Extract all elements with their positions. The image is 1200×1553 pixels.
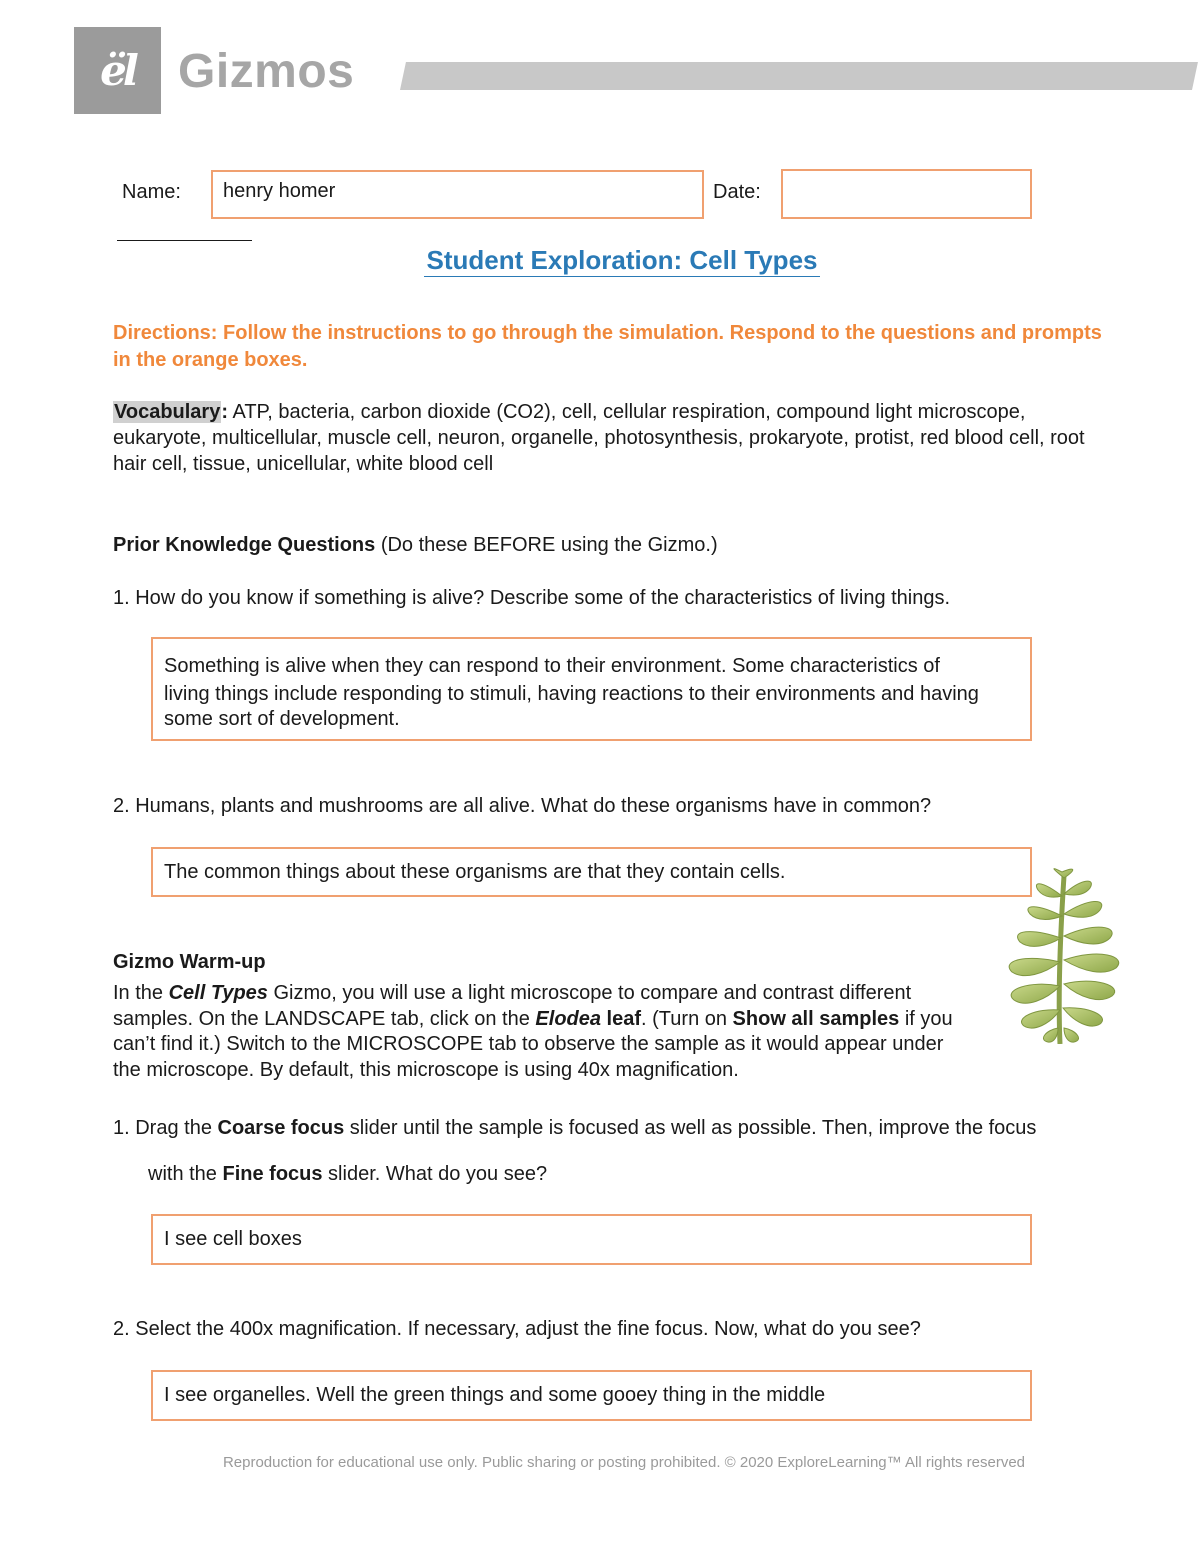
signature-line <box>117 240 252 241</box>
answer-prior-1-line2: living things include responding to stimuli, having reactions to their environments and having some sort of development. <box>164 683 979 730</box>
warmup-q1-text-3: with the <box>148 1163 223 1185</box>
warmup-q1-coarse: Coarse focus <box>217 1117 345 1139</box>
warmup-show-all: Show all samples <box>732 1007 900 1030</box>
answer-box-warmup-2[interactable] <box>151 1370 1032 1421</box>
vocabulary-terms: ATP, bacteria, carbon dioxide (CO2), cell, cellular respiration, compound light microscope, eukaryote, multicellular, muscle cell, neuron, organelle, photosynthesis, prokaryote, protist, red blood cell, root hair cell, tissue, unicellular, white blood cell <box>113 401 1085 475</box>
date-field[interactable] <box>781 169 1032 219</box>
warmup-text-1: In the <box>113 982 169 1004</box>
warmup-heading: Gizmo Warm-up <box>113 951 266 973</box>
prior-knowledge-title: Prior Knowledge Questions <box>113 534 376 556</box>
answer-warmup-2: I see organelles. Well the green things and some gooey thing in the middle <box>164 1384 826 1406</box>
warmup-leaf: leaf <box>601 1007 642 1030</box>
warmup-q1-fine: Fine focus <box>222 1163 323 1185</box>
warmup-q1-text-4: slider. What do you see? <box>322 1163 548 1185</box>
warmup-text-4: if you can’t find it.) Switch to the MICROSCOPE tab to observe the sample as it would appear under the microscope. By default, this microscope is using 40x magnification. <box>113 1007 953 1081</box>
warmup-text-3: . (Turn on <box>641 1007 733 1030</box>
answer-warmup-1: I see cell boxes <box>164 1228 302 1250</box>
date-label: Date: <box>713 181 761 203</box>
title-underline <box>424 276 820 277</box>
question-warmup-1 <box>113 1115 1123 1141</box>
warmup-q1-text-2: slider until the sample is focused as well as possible. Then, improve the focus <box>344 1117 1037 1139</box>
answer-box-prior-1[interactable] <box>151 637 1032 741</box>
answer-box-warmup-1[interactable] <box>151 1214 1032 1265</box>
answer-box-prior-2[interactable] <box>151 847 1032 897</box>
warmup-text-2: Gizmo, you will use a light microscope to compare and contrast different samples. On the LANDSCAPE tab, click on the <box>113 982 912 1030</box>
name-label: Name: <box>122 181 181 203</box>
question-warmup-1-line2 <box>148 1161 547 1187</box>
question-prior-1: 1. How do you know if something is alive? Describe some of the characteristics of living things. <box>113 587 951 609</box>
warmup-cell-types: Cell Types <box>168 982 268 1004</box>
header-bar <box>400 62 1198 90</box>
prior-knowledge-heading <box>113 532 718 558</box>
answer-prior-2: The common things about these organisms are that they contain cells. <box>164 861 786 883</box>
answer-prior-1-line1: Something is alive when they can respond to their environment. Some characteristics of <box>164 655 940 677</box>
elodea-plant-illustration <box>992 868 1128 1044</box>
vocabulary-label: Vocabulary <box>114 401 221 423</box>
warmup-elodea: Elodea <box>535 1007 601 1030</box>
warmup-q1-text-1: 1. Drag the <box>113 1117 218 1139</box>
vocabulary-colon: : <box>221 401 229 423</box>
gizmos-logo <box>74 27 161 114</box>
logo-mark: ël <box>100 46 135 95</box>
question-prior-2: 2. Humans, plants and mushrooms are all alive. What do these organisms have in common? <box>113 795 932 817</box>
footer-copyright: Reproduction for educational use only. Public sharing or posting prohibited. © 2020 ExploreLearning™ All rights reserved <box>222 1454 1026 1471</box>
warmup-paragraph <box>113 981 968 1083</box>
question-warmup-2: 2. Select the 400x magnification. If necessary, adjust the fine focus. Now, what do you see? <box>113 1318 921 1340</box>
page-title: Student Exploration: Cell Types <box>426 245 818 275</box>
name-field[interactable]: henry homer <box>211 170 704 219</box>
prior-knowledge-note: (Do these BEFORE using the Gizmo.) <box>375 534 718 556</box>
vocabulary <box>113 399 1123 477</box>
brand-name: Gizmos <box>178 45 355 98</box>
directions: Directions: Follow the instructions to go through the simulation. Respond to the questions and prompts in the orange boxes. <box>113 322 1102 371</box>
